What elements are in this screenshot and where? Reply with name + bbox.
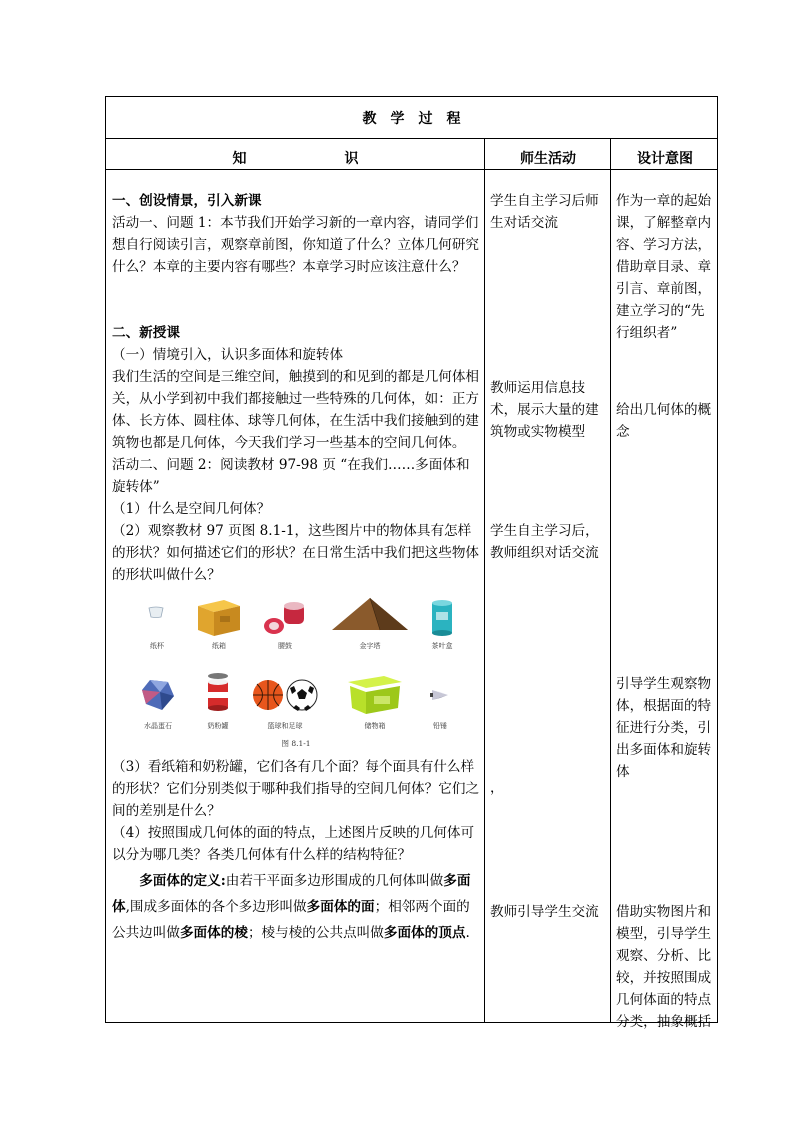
figure-label: 金字塔 [359,642,381,650]
figure-8-1-1 [112,594,480,752]
figure-caption: 图 8.1-1 [281,739,311,748]
activity-4: ， [490,780,504,796]
figure-label: 纸杯 [150,642,164,650]
section1-paragraph: 活动一、问题 1：本节我们开始学习新的一章内容，请同学们想自行阅读引言，观察章前图，你知道了什么？立体几何研究什么？本章的主要内容有哪些？本章学习时应该注意什么？ [112,215,480,275]
pyramid-icon [330,596,410,632]
definition-text: ；相邻两个面的公共边叫做 [112,899,470,941]
header-knowledge: 知 识 [232,151,359,167]
figure-label: 铅锤 [433,722,447,730]
activity-column [490,97,608,1022]
activity-2: 教师运用信息技术，展示大量的建筑物或实物模型 [490,380,599,440]
intent-2: 给出几何体的概念 [616,402,712,440]
figure-label: 奶粉罐 [207,722,229,730]
plumb-bob-icon [430,688,450,702]
table-title: 教 学 过 程 [362,111,461,127]
intent-4: 借助实物图片和模型，引导学生观察、分析、比较，并按照围成几何体面的特点分类，抽象概括 [616,904,712,1030]
figure-label: 纸箱 [212,642,226,650]
question-2: （2）观察教材 97 页图 8.1-1，这些图片中的物体具有怎样的形状？如何描述它们的形状？在日常生活中我们把这些物体的形状叫做什么？ [112,523,480,583]
figure-label: 腰鼓 [278,642,292,650]
definition-text: ；棱与棱的公共点叫做 [247,925,384,941]
intent-column [616,97,716,1030]
intent-3: 引导学生观察物体，根据面的特征进行分类，引出多面体和旋转体 [616,676,712,780]
header-activity: 师生活动 [520,151,576,167]
section1-title: 一、创设情景，引入新课 [112,193,262,209]
figure-label: 篮球和足球 [267,722,303,730]
carton-box-icon [194,594,244,638]
section2-subtitle: （一）情境引入，认识多面体和旋转体 [112,347,344,363]
tea-box-icon [430,598,454,636]
term-edge: 多面体的棱 [179,925,248,941]
definition-text: ,围成多面体的各个多边形叫做 [125,899,307,915]
definition-text: . [465,925,470,941]
definition-text: 由若干平面多边形围成的几何体叫做 [225,873,444,889]
column-divider-1 [484,138,485,1022]
figure-label: 储物箱 [364,722,386,730]
definition-label: 多面体的定义: [139,873,226,889]
paper-cup-icon [148,606,164,618]
crystal-stone-icon [140,676,176,712]
polyhedron-definition [112,868,480,946]
section2-paragraph: 我们生活的空间是三维空间，触摸到的和见到的都是几何体相关，从小学到初中我们都接触过一些特殊的几何体，如：正方体、长方体、圆柱体、球等几何体，在生活中我们接触到的建筑物也都是几何体，今天我们学习一些基本的空间几何体。 [112,369,480,451]
waist-drum-icon [262,600,308,638]
figure-label: 水晶蛋石 [144,722,172,730]
storage-box-icon [344,672,406,716]
teaching-process-table [105,96,718,1030]
question-4: （4）按照围成几何体的面的特点，上述图片反映的几何体可以分为哪几类？各类几何体有什么样的结构特征？ [112,825,475,863]
term-vertex: 多面体的顶点 [383,925,466,941]
intent-1: 作为一章的起始课，了解整章内容、学习方法，借助章目录、章引言、章前图，建立学习的“先行组织者” [616,193,712,341]
question-3: （3）看纸箱和奶粉罐，它们各有几个面？每个面具有什么样的形状？它们分别类似于哪种我们指导的空间几何体？它们之间的差别是什么？ [112,759,480,819]
milk-powder-can-icon [204,672,232,712]
term-face: 多面体的面 [306,899,375,915]
column-divider-2 [610,138,611,1022]
activity-1: 学生自主学习后师生对话交流 [490,193,599,231]
question-1: （1）什么是空间几何体？ [112,501,271,517]
term-polyhedron: 多面体 [112,873,471,915]
knowledge-column [112,190,480,946]
activity-3: 学生自主学习后，教师组织对话交流 [490,523,599,561]
basketball-football-icon [252,678,318,712]
section2-title: 二、新授课 [112,325,180,341]
activity-5: 教师引导学生交流 [490,904,599,920]
figure-label: 茶叶盒 [431,642,453,650]
header-intent: 设计意图 [637,151,693,167]
activity2-paragraph: 活动二、问题 2：阅读教材 97-98 页 “在我们……多面体和旋转体” [112,457,470,495]
